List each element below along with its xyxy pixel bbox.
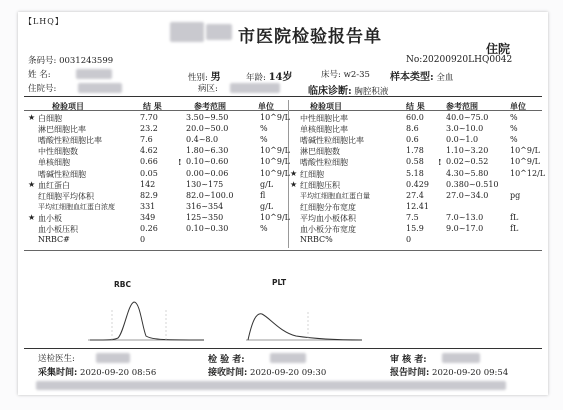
left-col-result-header: 结 果 — [143, 101, 162, 111]
left-row-unit: fl — [260, 190, 266, 200]
left-row-name: 血小板 — [38, 213, 62, 223]
left-row-unit: % — [260, 135, 268, 145]
right-row-name: 平均红细胞血红蛋白量 — [300, 191, 370, 200]
right-row-star: ★ — [290, 179, 298, 189]
left-row-range: 1.80~6.30 — [186, 146, 229, 156]
left-row-name: 嗜酸性粒细胞比率 — [38, 136, 102, 146]
sender-redacted — [96, 353, 130, 363]
right-row-name: 中性细胞比率 — [300, 114, 348, 123]
right-row-range: 0.380~0.510 — [446, 179, 499, 189]
gender-label: 性别: — [188, 73, 208, 83]
collect-time-value: 2020-09-20 08:56 — [80, 368, 157, 378]
tester-field — [208, 352, 245, 365]
left-row-name: 血小板压积 — [38, 225, 78, 234]
name-label: 姓 名: — [28, 70, 51, 80]
report-number: No:20200920LHQ0042 — [406, 55, 513, 65]
left-row-result: 4.62 — [140, 146, 158, 156]
report-time-field — [390, 365, 508, 378]
barcode-value: 0031243599 — [59, 56, 114, 66]
right-row-unit: fL — [510, 224, 519, 233]
right-row-name: 单核细胞比率 — [300, 125, 348, 135]
right-row-range: 9.0~17.0 — [446, 224, 484, 233]
left-row-result: 0 — [140, 235, 146, 245]
patient-name-redacted — [76, 69, 112, 79]
left-row-range: 0.00~0.06 — [186, 168, 229, 178]
plt-histogram — [246, 292, 366, 344]
inpatient-label: 住院号: — [28, 84, 57, 94]
right-row-result: 1.78 — [406, 146, 424, 156]
report-code: 【LHQ】 — [24, 17, 64, 26]
right-row-unit: % — [510, 113, 518, 122]
left-row-unit: 10^9/L — [260, 157, 290, 167]
bed-label: 床号: — [321, 70, 341, 80]
left-row-name: 平均红细胞血红蛋白浓度 — [38, 202, 115, 211]
left-row-result: 7.70 — [140, 113, 158, 122]
left-col-item-header: 检验项目 — [52, 101, 84, 111]
right-row-unit: pg — [510, 190, 521, 200]
right-row-result: 0.58 — [406, 157, 424, 167]
receive-time-value: 2020-09-20 09:30 — [250, 368, 327, 378]
right-row-range: 4.30~5.80 — [446, 168, 489, 178]
right-row-name: 血小板分布宽度 — [300, 225, 356, 234]
left-row-unit: g/L — [260, 179, 274, 189]
sample-field — [390, 68, 453, 83]
barcode-label: 条码号: — [28, 56, 57, 66]
inpatient-number-redacted — [78, 83, 122, 93]
plt-histogram-label: PLT — [272, 278, 287, 287]
disclaimer-redacted — [36, 381, 506, 390]
table-bottom-rule — [24, 250, 542, 251]
right-row-result: 0.429 — [406, 179, 429, 189]
age-value: 14岁 — [268, 72, 293, 83]
right-row-name: 平均血小板体积 — [300, 213, 356, 223]
left-col-unit-header: 单位 — [258, 101, 274, 111]
right-row-name: 淋巴细胞数 — [300, 147, 340, 157]
tester-label: 检 验 者: — [208, 355, 245, 365]
left-row-result: 349 — [140, 212, 156, 222]
bed-field — [321, 68, 370, 80]
left-row-flag: ! — [178, 157, 182, 168]
left-row-result: 142 — [140, 179, 156, 189]
right-row-result: 27.4 — [406, 190, 424, 200]
right-row-result: 0 — [406, 235, 412, 245]
left-row-range: 0.4~8.0 — [186, 135, 219, 145]
left-row-range: 0.10~0.60 — [186, 157, 229, 167]
left-row-name: NRBC# — [38, 235, 70, 245]
left-row-star: ★ — [28, 113, 36, 122]
left-row-unit: 10^9/L — [260, 113, 290, 122]
hospital-name-redacted-2 — [206, 24, 232, 40]
right-row-result: 8.6 — [406, 124, 419, 134]
collect-time-label: 采集时间: — [38, 368, 78, 378]
left-row-range: 20.0~50.0 — [186, 124, 229, 134]
right-row-unit: 10^12/L — [510, 168, 546, 178]
left-row-unit: 10^9/L — [260, 168, 290, 178]
left-row-unit: 10^9/L — [260, 212, 290, 222]
hospital-name-redacted — [170, 22, 204, 42]
left-row-result: 7.6 — [140, 135, 153, 145]
left-row-range: 316~354 — [186, 201, 224, 211]
right-row-unit: 10^9/L — [510, 146, 540, 156]
right-row-name: 红细胞 — [300, 169, 324, 179]
right-row-unit: 10^9/L — [510, 157, 540, 167]
left-row-star: ★ — [28, 179, 36, 189]
lab-report-document — [18, 12, 548, 395]
left-row-name: 红细胞平均体积 — [38, 191, 94, 201]
reviewer-field — [390, 352, 427, 365]
right-row-range: 40.0~75.0 — [446, 113, 489, 122]
right-col-item-header: 检验项目 — [310, 101, 342, 111]
left-row-name: 血红蛋白 — [38, 180, 70, 190]
left-row-result: 0.66 — [140, 157, 158, 167]
reviewer-label: 审 核 者: — [390, 355, 427, 365]
right-row-flag: ! — [438, 157, 442, 168]
receive-time-label: 接收时间: — [208, 368, 248, 378]
right-col-unit-header: 单位 — [510, 101, 526, 111]
tester-redacted — [270, 353, 306, 363]
diagnosis-value: 胸腔积液 — [354, 87, 389, 97]
sample-value: 全血 — [436, 73, 454, 83]
left-row-name: 嗜碱性粒细胞 — [38, 169, 86, 179]
collect-time-field — [38, 365, 156, 378]
right-row-unit: fL — [510, 212, 519, 222]
right-row-result: 15.9 — [406, 224, 424, 233]
left-row-range: 0.10~0.30 — [186, 224, 229, 233]
age-field — [246, 68, 293, 83]
footer-top-rule — [24, 348, 542, 349]
bed-value: w2-35 — [343, 70, 370, 80]
age-label: 年龄: — [246, 73, 266, 83]
right-col-range-header: 参考范围 — [446, 101, 478, 111]
barcode-row — [28, 54, 113, 66]
reviewer-redacted — [442, 353, 480, 363]
left-row-result: 0.26 — [140, 224, 158, 233]
left-row-range: 3.50~9.50 — [186, 113, 229, 122]
right-row-name: NRBC% — [300, 235, 333, 245]
right-row-name: 红细胞压积 — [300, 180, 340, 190]
left-row-range: 130~175 — [186, 179, 224, 189]
left-row-unit: 10^9/L — [260, 146, 290, 156]
right-col-result-header: 结 果 — [406, 101, 425, 111]
rbc-distribution-curve — [90, 302, 204, 340]
diagnosis-field — [308, 82, 388, 97]
right-row-result: 60.0 — [406, 113, 424, 122]
right-row-star: ★ — [290, 168, 298, 178]
right-row-range: 1.10~3.20 — [446, 146, 489, 156]
right-row-name: 嗜酸性粒细胞 — [300, 158, 348, 168]
right-row-result: 12.41 — [406, 201, 429, 211]
right-row-unit: % — [510, 135, 518, 145]
right-row-result: 0.6 — [406, 135, 419, 145]
right-row-range: 3.0~10.0 — [446, 124, 484, 134]
left-row-result: 0.05 — [140, 168, 158, 178]
left-col-range-header: 参考范围 — [194, 101, 226, 111]
right-row-range: 0.02~0.52 — [446, 157, 489, 167]
left-row-unit: % — [260, 124, 268, 134]
left-row-range: 82.0~100.0 — [186, 190, 234, 200]
left-row-unit: g/L — [260, 201, 274, 211]
left-row-range: 125~350 — [186, 212, 224, 222]
department-label: 住院 — [486, 42, 511, 56]
gender-value: 男 — [210, 72, 221, 83]
report-time-label: 报告时间: — [390, 368, 430, 378]
left-row-name: 白细胞 — [38, 114, 62, 123]
right-row-range: 7.0~13.0 — [446, 212, 484, 222]
table-top-rule — [24, 96, 542, 97]
right-row-result: 7.5 — [406, 212, 419, 222]
right-row-name: 嗜碱性粒细胞比率 — [300, 136, 364, 146]
report-title: 市医院检验报告单 — [238, 27, 382, 47]
left-row-star: ★ — [28, 212, 36, 222]
left-row-result: 331 — [140, 201, 156, 211]
right-row-unit: % — [510, 124, 518, 134]
rbc-histogram — [88, 292, 208, 344]
receive-time-field — [208, 365, 326, 378]
left-row-result: 82.9 — [140, 190, 158, 200]
gender-field — [188, 68, 221, 83]
plt-distribution-curve — [248, 314, 362, 340]
right-row-range: 27.0~34.0 — [446, 190, 489, 200]
left-row-name: 淋巴细胞比率 — [38, 125, 86, 135]
left-row-result: 23.2 — [140, 124, 158, 134]
ward-label: 病区: — [198, 84, 218, 94]
diagnosis-label: 临床诊断: — [308, 86, 352, 97]
right-row-name: 红细胞分布宽度 — [300, 202, 356, 212]
sample-label: 样本类型: — [390, 72, 434, 83]
left-row-name: 中性细胞数 — [38, 147, 78, 157]
left-row-name: 单核细胞 — [38, 158, 70, 168]
right-row-range: 0.0~1.0 — [446, 135, 479, 145]
right-row-result: 5.18 — [406, 168, 424, 178]
sender-label: 送检医生: — [38, 354, 75, 364]
rbc-histogram-label: RBC — [114, 280, 131, 289]
report-time-value: 2020-09-20 09:54 — [432, 368, 509, 378]
ward-redacted — [230, 83, 280, 93]
left-row-unit: % — [260, 224, 268, 233]
